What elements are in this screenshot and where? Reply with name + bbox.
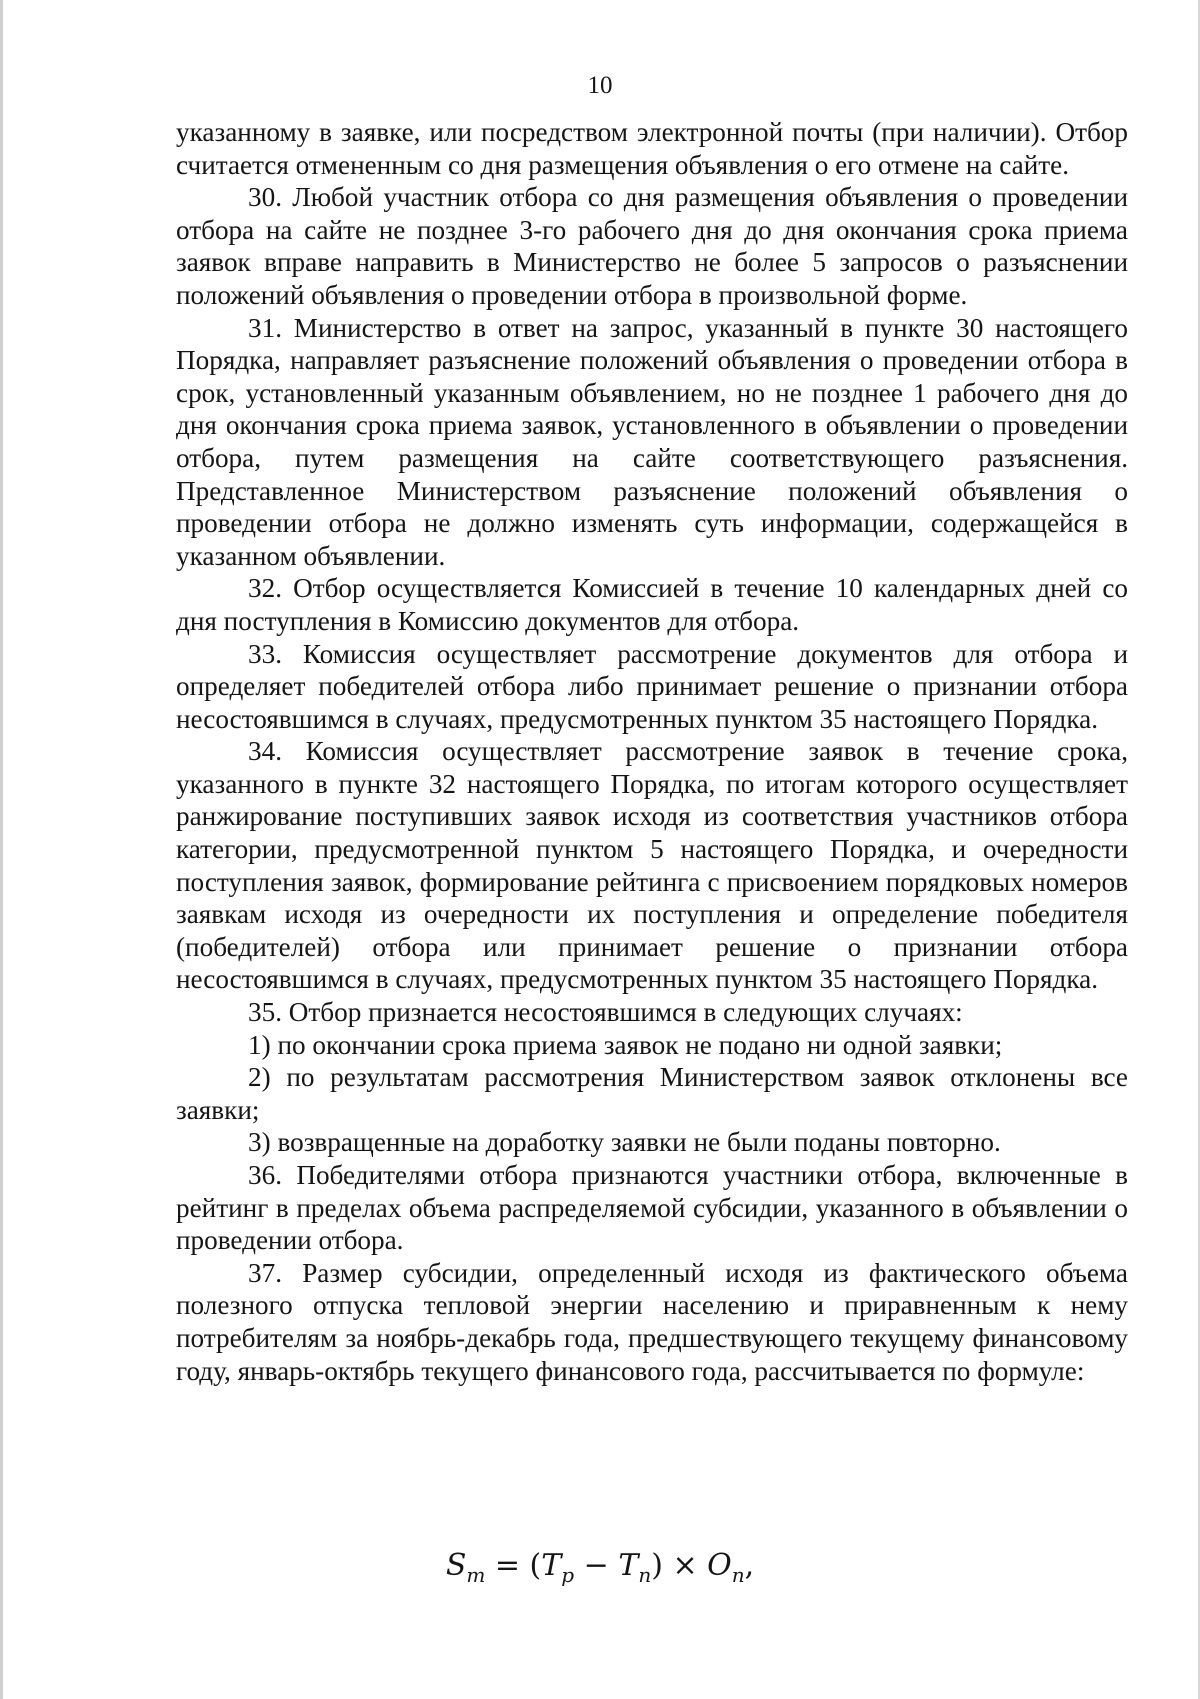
formula-o-sub: n [731,1563,745,1587]
formula-comma: , [744,1548,755,1583]
paragraph-31: 31. Министерство в ответ на запрос, указанный в пункте 30 настоящего Порядка, направляет разъяснение положений объявления о проведении отбора в срок, установленный указанным объявлением, но не позднее 1 рабочего дня до дня окончания срока приема заявок, установленного в объявлении о проведении отбора, путем размещения на сайте соответствующего разъяснения. Представленное Министерством разъяснение положений объявления о проведении отбора не должно изменять суть информации, содержащейся в указанном объявлении. [176,312,1128,571]
paragraph-36: 36. Победителями отбора признаются участники отбора, включенные в рейтинг в пределах объема распределяемой субсидии, указанного в объявлении о проведении отбора. [176,1160,1128,1256]
document-body [176,116,1128,1387]
formula-minus: − [574,1548,619,1583]
formula-times: ) × [651,1548,708,1583]
paragraph-35: 35. Отбор признается несостоявшимся в следующих случаях: [248,997,963,1028]
formula-equals: = ( [485,1548,542,1583]
list-item-1: 1) по окончании срока приема заявок не подано ни одной заявки; [248,1029,1003,1060]
paragraph-37: 37. Размер субсидии, определенный исходя из фактического объема полезного отпуска тепловой энергии населению и приравненным к нему потребителям за ноябрь-декабрь года, предшествующего текущему финансовому году, январь-октябрь текущего финансового года, рассчитывается по формуле: [176,1257,1128,1386]
list-item-3: 3) возвращенные на доработку заявки не были поданы повторно. [248,1127,1001,1158]
paragraph-33: 33. Комиссия осуществляет рассмотрение документов для отбора и определяет победителей отбора либо принимает решение о признании отбора несостоявшимся в случаях, предусмотренных пунктом 35 настоящего Порядка. [176,638,1128,734]
formula-tn-sub: n [638,1563,652,1587]
paragraph-34: 34. Комиссия осуществляет рассмотрение заявок в течение срока, указанного в пункте 32 настоящего Порядка, по итогам которого осуществляет ранжирование поступивших заявок исходя из соответствия участников отбора категории, предусмотренной пунктом 5 настоящего Порядка, и очередности поступления заявок, формирование рейтинга с присвоением порядковых номеров заявкам исходя из очередности их поступления и определение победителя (победителей) отбора или принимает решение о признании отбора несостоявшимся в случаях, предусмотренных пунктом 35 настоящего Порядка. [176,736,1128,995]
paragraph-continuation: указанному в заявке, или посредством электронной почты (при наличии). Отбор считается отмененным со дня размещения объявления о его отмене на сайте. [176,117,1128,180]
formula-tp-sub: p [561,1563,575,1587]
subsidy-formula [0,1548,1200,1587]
scan-edge-left [0,0,3,1699]
formula-o: O [707,1548,732,1583]
formula-s: S [445,1548,467,1583]
page-number: 10 [587,72,613,99]
paragraph-32: 32. Отбор осуществляется Комиссией в течение 10 календарных дней со дня поступления в Комиссию документов для отбора. [176,573,1128,636]
paragraph-30: 30. Любой участник отбора со дня размещения объявления о проведении отбора на сайте не позднее 3-го рабочего дня до дня окончания срока приема заявок вправе направить в Министерство не более 5 запросов о разъяснении положений объявления о проведении отбора в произвольной форме. [176,182,1128,310]
formula-s-sub: m [466,1563,486,1587]
list-item-2: 2) по результатам рассмотрения Министерством заявок отклонены все заявки; [176,1062,1128,1125]
formula-tp: T [541,1548,562,1583]
formula-tn: T [618,1548,639,1583]
